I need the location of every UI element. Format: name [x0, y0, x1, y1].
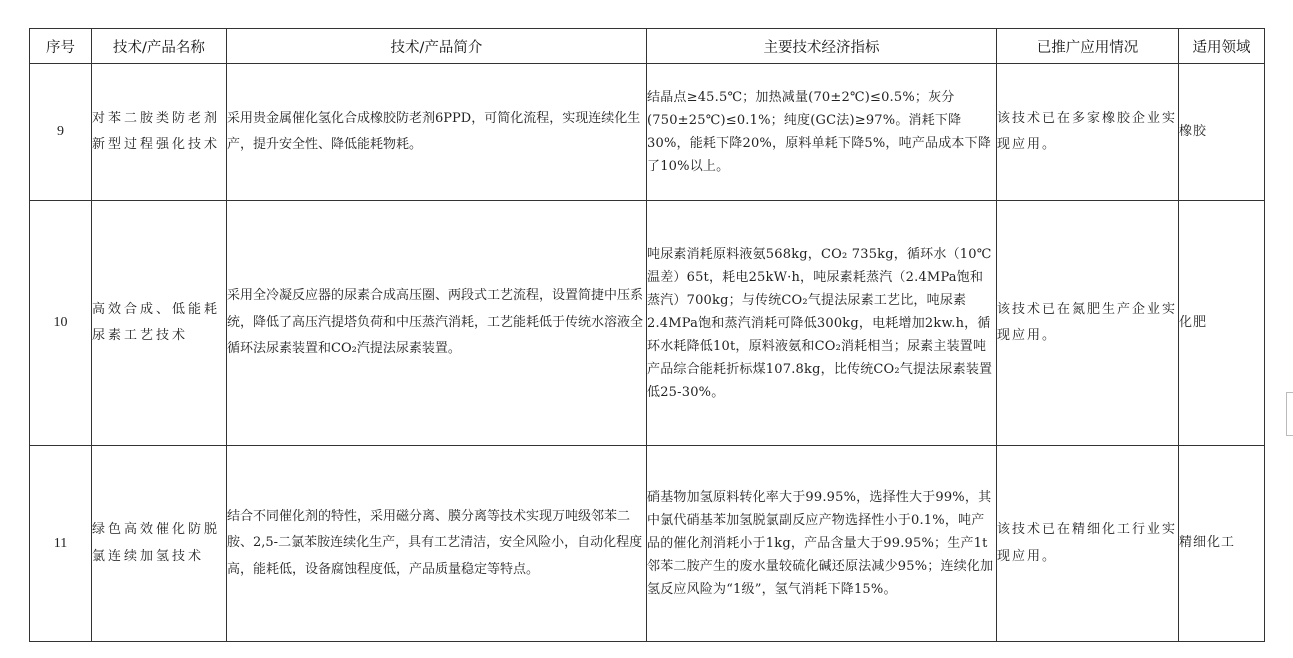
- row-intro: 采用贵金属催化氢化合成橡胶防老剂6PPD，可简化流程，实现连续化生产，提升安全性、降低能耗物耗。: [227, 64, 647, 201]
- row-index: 9: [30, 64, 92, 201]
- table-row: [30, 64, 1265, 201]
- row-index: 10: [30, 201, 92, 446]
- row-intro: 采用全冷凝反应器的尿素合成高压圈、两段式工艺流程，设置简捷中压系统，降低了高压汽提塔负荷和中压蒸汽消耗，工艺能耗低于传统水溶液全循环法尿素装置和CO₂汽提法尿素装置。: [227, 201, 647, 446]
- header-indicators: 主要技术经济指标: [647, 29, 997, 64]
- row-name: 绿色高效催化防脱氯连续加氢技术: [92, 446, 227, 642]
- row-field: 橡胶: [1179, 64, 1265, 201]
- row-status: 该技术已在氮肥生产企业实现应用。: [997, 201, 1179, 446]
- row-field: 化肥: [1179, 201, 1265, 446]
- row-name: 对苯二胺类防老剂新型过程强化技术: [92, 64, 227, 201]
- header-name: 技术/产品名称: [92, 29, 227, 64]
- table-row: [30, 201, 1265, 446]
- header-field: 适用领域: [1179, 29, 1265, 64]
- page-edge-tab: [1286, 392, 1293, 436]
- header-status: 已推广应用情况: [997, 29, 1179, 64]
- row-indicators: 结晶点≥45.5℃；加热减量(70±2℃)≤0.5%；灰分(750±25℃)≤0.1%；纯度(GC法)≥97%。消耗下降30%，能耗下降20%，原料单耗下降5%，吨产品成本下降了10%以上。: [647, 64, 997, 201]
- row-status: 该技术已在精细化工行业实现应用。: [997, 446, 1179, 642]
- header-index: 序号: [30, 29, 92, 64]
- row-intro: 结合不同催化剂的特性，采用磁分离、膜分离等技术实现万吨级邻苯二胺、2,5-二氯苯胺连续化生产，具有工艺清洁，安全风险小，自动化程度高，能耗低，设备腐蚀程度低，产品质量稳定等特点。: [227, 446, 647, 642]
- technology-table: [29, 28, 1265, 642]
- table-row: [30, 446, 1265, 642]
- row-indicators: 吨尿素消耗原料液氨568kg，CO₂ 735kg，循环水（10℃温差）65t，耗电25kW·h，吨尿素耗蒸汽（2.4MPa饱和蒸汽）700kg；与传统CO₂气提法尿素工艺比，吨尿素2.4MPa饱和蒸汽消耗可降低300kg，电耗增加2kw.h，循环水耗降低10t，原料液氨和CO₂消耗相当；尿素主装置吨产品综合能耗折标煤107.8kg，比传统CO₂气提法尿素装置低25-30%。: [647, 201, 997, 446]
- row-field: 精细化工: [1179, 446, 1265, 642]
- header-intro: 技术/产品简介: [227, 29, 647, 64]
- row-indicators: 硝基物加氢原料转化率大于99.95%，选择性大于99%，其中氯代硝基苯加氢脱氯副反应产物选择性小于0.1%，吨产品的催化剂消耗小于1kg，产品含量大于99.95%；生产1t邻苯二胺产生的废水量较硫化碱还原法减少95%；连续化加氢反应风险为“1级”，氢气消耗下降15%。: [647, 446, 997, 642]
- header-row: [30, 29, 1265, 64]
- row-index: 11: [30, 446, 92, 642]
- row-status: 该技术已在多家橡胶企业实现应用。: [997, 64, 1179, 201]
- row-name: 高效合成、低能耗尿素工艺技术: [92, 201, 227, 446]
